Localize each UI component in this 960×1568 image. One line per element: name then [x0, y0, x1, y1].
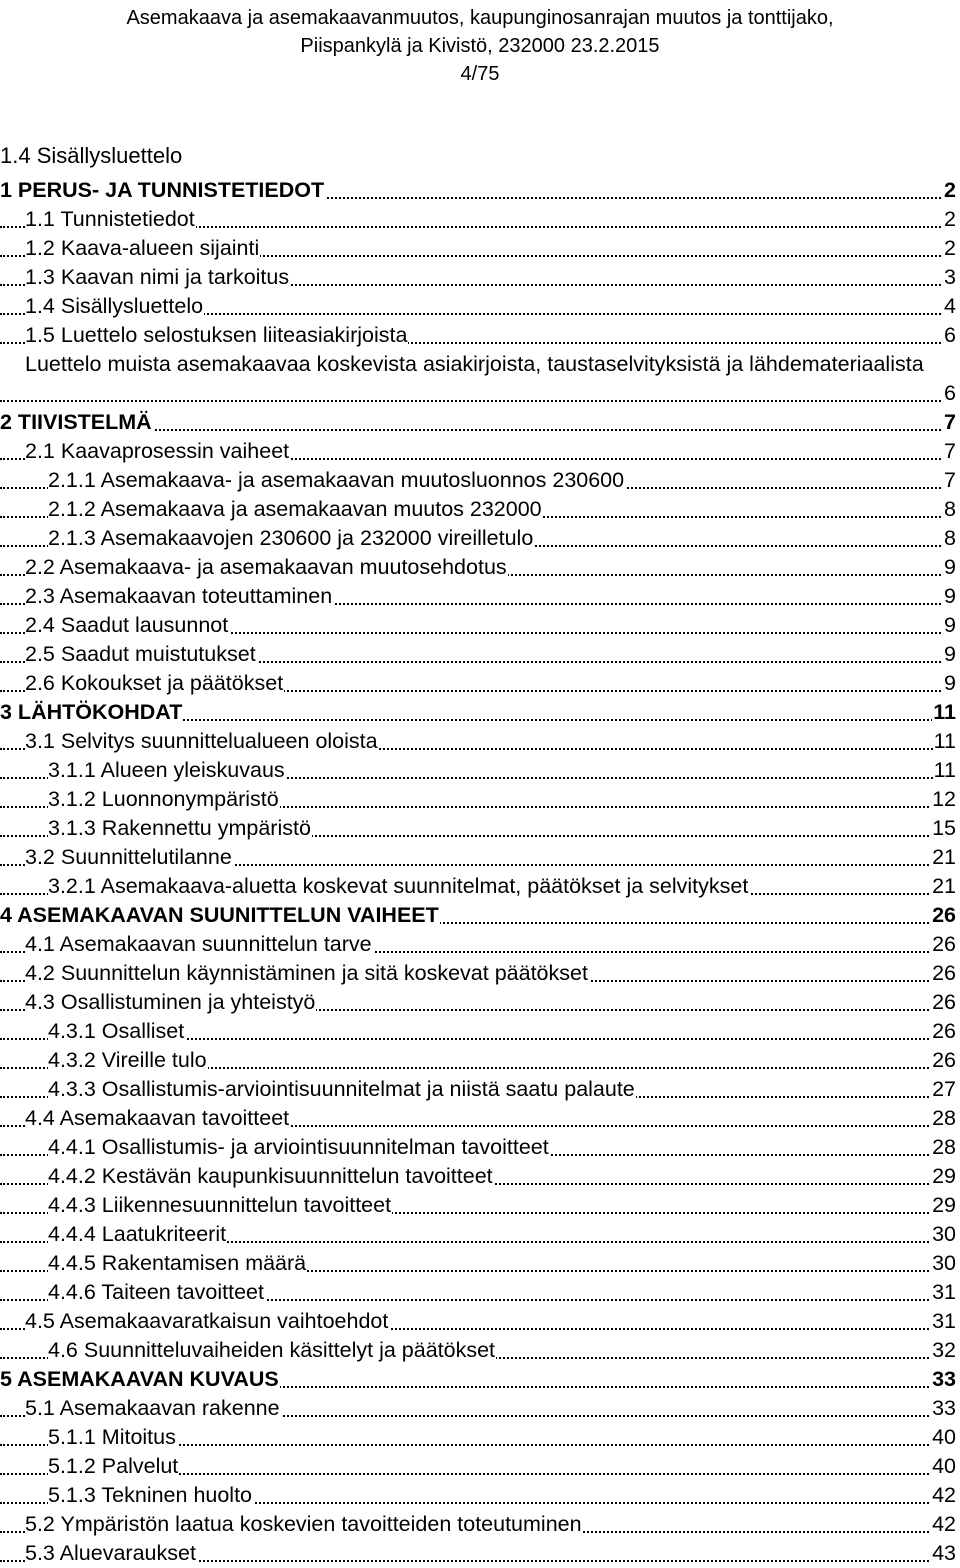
- document-title-line-2: Piispankylä ja Kivistö, 232000 23.2.2015: [300, 35, 660, 57]
- toc-entry-label: 1.5 Luettelo selostuksen liiteasiakirjoista: [25, 323, 408, 347]
- toc-entry-page: 32: [932, 1338, 956, 1362]
- toc-entry-label: 4.1 Asemakaavan suunnittelun tarve: [25, 932, 372, 956]
- toc-entry[interactable]: [0, 1162, 956, 1191]
- toc-entry-page: 6: [944, 381, 956, 405]
- toc-entry-label: 2.1.2 Asemakaava ja asemakaavan muutos 232000: [48, 497, 542, 521]
- toc-entry[interactable]: [0, 466, 956, 495]
- toc-entry-page: 8: [944, 497, 956, 521]
- toc-entry-label: 5.1.1 Mitoitus: [48, 1425, 176, 1449]
- toc-entry-label: 5.2 Ympäristön laatua koskevien tavoitteiden toteutuminen: [25, 1512, 582, 1536]
- toc-entry-label: 5.1 Asemakaavan rakenne: [25, 1396, 280, 1420]
- toc-entry-page: 7: [944, 439, 956, 463]
- toc-entry[interactable]: [0, 959, 956, 988]
- toc-entry-page: 9: [944, 584, 956, 608]
- toc-entry-label: 4.4.1 Osallistumis- ja arviointisuunnitelman tavoitteet: [48, 1135, 549, 1159]
- toc-entry-label: 4.3.2 Vireille tulo: [48, 1048, 207, 1072]
- toc-entry[interactable]: [0, 1133, 956, 1162]
- toc-entry-label: 1 PERUS- JA TUNNISTETIEDOT: [0, 178, 325, 202]
- toc-entry-page: 30: [932, 1222, 956, 1246]
- toc-entry-label: 3.1.1 Alueen yleiskuvaus: [48, 758, 285, 782]
- toc-entry-label: 4.4.2 Kestävän kaupunkisuunnittelun tavoitteet: [48, 1164, 493, 1188]
- toc-entry[interactable]: [0, 1481, 956, 1510]
- toc-entry[interactable]: [0, 1394, 956, 1423]
- toc-entry-label: 2.3 Asemakaavan toteuttaminen: [25, 584, 333, 608]
- toc-entry-label: 2 TIIVISTELMÄ: [0, 410, 152, 434]
- toc-entry[interactable]: [0, 901, 956, 930]
- toc-entry[interactable]: [0, 1336, 956, 1365]
- toc-entry-label: 4.4.4 Laatukriteerit: [48, 1222, 227, 1246]
- toc-entry-page: 4: [944, 294, 956, 318]
- toc-entry[interactable]: [0, 611, 956, 640]
- toc-entry[interactable]: [0, 350, 956, 408]
- toc-entry-page: 9: [944, 642, 956, 666]
- toc-entry[interactable]: [0, 930, 956, 959]
- toc-entry-page: 2: [944, 178, 956, 202]
- toc-entry-page: 21: [932, 874, 956, 898]
- toc-entry-label: 4.3.1 Osalliset: [48, 1019, 185, 1043]
- toc-entry[interactable]: [0, 1539, 956, 1568]
- toc-entry-label: 4.3.3 Osallistumis-arviointisuunnitelmat ja niistä saatu palaute: [48, 1077, 635, 1101]
- toc-entry-page: 6: [944, 323, 956, 347]
- toc-entry-label: 4.4.5 Rakentamisen määrä: [48, 1251, 307, 1275]
- toc-entry[interactable]: [0, 321, 956, 350]
- toc-entry-page: 42: [932, 1512, 956, 1536]
- toc-entry-label: 3.2 Suunnittelutilanne: [25, 845, 232, 869]
- toc-entry-page: 15: [932, 816, 956, 840]
- toc-entry-label: 1.3 Kaavan nimi ja tarkoitus: [25, 265, 290, 289]
- toc-entry[interactable]: [0, 1046, 956, 1075]
- toc-entry[interactable]: [0, 785, 956, 814]
- toc-entry-page: 43: [932, 1541, 956, 1565]
- toc-entry[interactable]: [0, 234, 956, 263]
- toc-entry-label: 5 ASEMAKAAVAN KUVAUS: [0, 1367, 279, 1391]
- toc-entry[interactable]: [0, 843, 956, 872]
- toc-entry-page: 26: [932, 1048, 956, 1072]
- toc-entry-page: 7: [944, 410, 956, 434]
- toc-entry-page: 27: [932, 1077, 956, 1101]
- toc-entry-label: 1.1 Tunnistetiedot: [25, 207, 195, 231]
- toc-entry-page: 29: [932, 1164, 956, 1188]
- toc-entry[interactable]: [0, 1510, 956, 1539]
- toc-entry-page: 11: [933, 700, 956, 724]
- toc-entry-page: 8: [944, 526, 956, 550]
- toc-entry-page: 31: [932, 1309, 956, 1333]
- toc-entry-label: 4.2 Suunnittelun käynnistäminen ja sitä koskevat päätökset: [25, 961, 588, 985]
- toc-entry-page: 33: [932, 1396, 956, 1420]
- toc-entry[interactable]: [0, 1075, 956, 1104]
- toc-entry[interactable]: [0, 408, 956, 437]
- toc-entry[interactable]: [0, 756, 956, 785]
- toc-entry-label: 3.2.1 Asemakaava-aluetta koskevat suunnitelmat, päätökset ja selvitykset: [48, 874, 749, 898]
- toc-entry-label: 4.4.6 Taiteen tavoitteet: [48, 1280, 264, 1304]
- toc-entry[interactable]: [0, 698, 956, 727]
- toc-entry[interactable]: [0, 1191, 956, 1220]
- toc-entry-page: 30: [932, 1251, 956, 1275]
- toc-entry[interactable]: [0, 1220, 956, 1249]
- toc-entry-page: 26: [932, 1019, 956, 1043]
- toc-entry-label: 2.6 Kokoukset ja päätökset: [25, 671, 284, 695]
- toc-entry-page: 28: [932, 1106, 956, 1130]
- toc-entry-label: 2.5 Saadut muistutukset: [25, 642, 256, 666]
- toc-entry-page: 26: [932, 903, 956, 927]
- toc-entry-label: 3 LÄHTÖKOHDAT: [0, 700, 183, 724]
- toc-entry-label: 4 ASEMAKAAVAN SUUNITTELUN VAIHEET: [0, 903, 439, 927]
- toc-entry-label: 3.1.2 Luonnonympäristö: [48, 787, 279, 811]
- toc-entry[interactable]: [0, 1423, 956, 1452]
- toc-entry[interactable]: [0, 872, 956, 901]
- toc-entry[interactable]: [0, 553, 956, 582]
- toc-entry-page: 28: [932, 1135, 956, 1159]
- toc-entry[interactable]: [0, 669, 956, 698]
- toc-entry[interactable]: [0, 524, 956, 553]
- toc-entry-label: 5.1.2 Palvelut: [48, 1454, 179, 1478]
- toc-entry-label: 2.2 Asemakaava- ja asemakaavan muutosehdotus: [25, 555, 507, 579]
- toc-entry-label: 5.3 Aluevaraukset: [25, 1541, 196, 1565]
- toc-entry-page: 2: [944, 207, 956, 231]
- toc-entry[interactable]: [0, 640, 956, 669]
- toc-entry-label: 2.4 Saadut lausunnot: [25, 613, 229, 637]
- toc-entry-page: 11: [933, 729, 956, 753]
- toc-entry[interactable]: [0, 727, 956, 756]
- toc-entry[interactable]: [0, 1365, 956, 1394]
- toc-entry-label: 3.1.3 Rakennettu ympäristö: [48, 816, 311, 840]
- toc-entry-page: 3: [944, 265, 956, 289]
- toc-entry-label: 5.1.3 Tekninen huolto: [48, 1483, 253, 1507]
- toc-entry-page: 21: [932, 845, 956, 869]
- toc-entry-page: 42: [932, 1483, 956, 1507]
- toc-entry-label: 2.1 Kaavaprosessin vaiheet: [25, 439, 290, 463]
- toc-entry-page: 40: [932, 1454, 956, 1478]
- toc-entry-label: 4.4.3 Liikennesuunnittelun tavoitteet: [48, 1193, 392, 1217]
- toc-entry-page: 33: [932, 1367, 956, 1391]
- toc-entry-label: 4.6 Suunnitteluvaiheiden käsittelyt ja päätökset: [48, 1338, 496, 1362]
- toc-entry-label: 1.2 Kaava-alueen sijainti: [25, 236, 260, 260]
- toc-entry[interactable]: [0, 1307, 956, 1336]
- toc-entry[interactable]: [0, 263, 956, 292]
- toc-entry-label: 3.1 Selvitys suunnittelualueen oloista: [25, 729, 378, 753]
- toc-entry-label: 2.1.3 Asemakaavojen 230600 ja 232000 vireilletulo: [48, 526, 534, 550]
- toc-entry-page: 9: [944, 671, 956, 695]
- toc-entry-label: 2.1.1 Asemakaava- ja asemakaavan muutosluonnos 230600: [48, 468, 625, 492]
- toc-entry[interactable]: [0, 1452, 956, 1481]
- toc-entry[interactable]: [0, 1249, 956, 1278]
- toc-entry[interactable]: [0, 582, 956, 611]
- page-number: 4/75: [460, 63, 500, 85]
- toc-entry-page: 40: [932, 1425, 956, 1449]
- toc-entry-page: 11: [933, 758, 956, 782]
- toc-entry[interactable]: [0, 292, 956, 321]
- toc-entry-label: 4.5 Asemakaavaratkaisun vaihtoehdot: [25, 1309, 389, 1333]
- toc-entry-page: 29: [932, 1193, 956, 1217]
- toc-entry[interactable]: [0, 1278, 956, 1307]
- toc-entry-page: 12: [932, 787, 956, 811]
- toc-entry[interactable]: [0, 1017, 956, 1046]
- toc-entry-label: Luettelo muista asemakaavaa koskevista asiakirjoista, taustaselvityksistä ja lähdemateriaalista: [25, 350, 946, 379]
- toc-entry-page: 26: [932, 990, 956, 1014]
- toc-entry-page: 7: [944, 468, 956, 492]
- toc-entry[interactable]: [0, 437, 956, 466]
- toc-entry-page: 2: [944, 236, 956, 260]
- toc-entry-page: 26: [932, 932, 956, 956]
- toc-entry-page: 26: [932, 961, 956, 985]
- toc-entry-page: 9: [944, 613, 956, 637]
- toc-entry-page: 9: [944, 555, 956, 579]
- document-title-line-1: Asemakaava ja asemakaavanmuutos, kaupunginosanrajan muutos ja tonttijako,: [126, 7, 834, 29]
- toc-entry[interactable]: [0, 814, 956, 843]
- toc-entry[interactable]: [0, 205, 956, 234]
- toc-entry-page: 31: [932, 1280, 956, 1304]
- toc-entry[interactable]: [0, 1104, 956, 1133]
- toc-heading: 1.4 Sisällysluettelo: [0, 143, 183, 168]
- toc-entry[interactable]: [0, 495, 956, 524]
- toc-entry[interactable]: [0, 988, 956, 1017]
- toc-entry-label: 4.4 Asemakaavan tavoitteet: [25, 1106, 290, 1130]
- toc-entry-label: 4.3 Osallistuminen ja yhteistyö: [25, 990, 316, 1014]
- toc-entry-label: 1.4 Sisällysluettelo: [25, 294, 204, 318]
- table-of-contents: [0, 176, 956, 1568]
- toc-entry[interactable]: [0, 176, 956, 205]
